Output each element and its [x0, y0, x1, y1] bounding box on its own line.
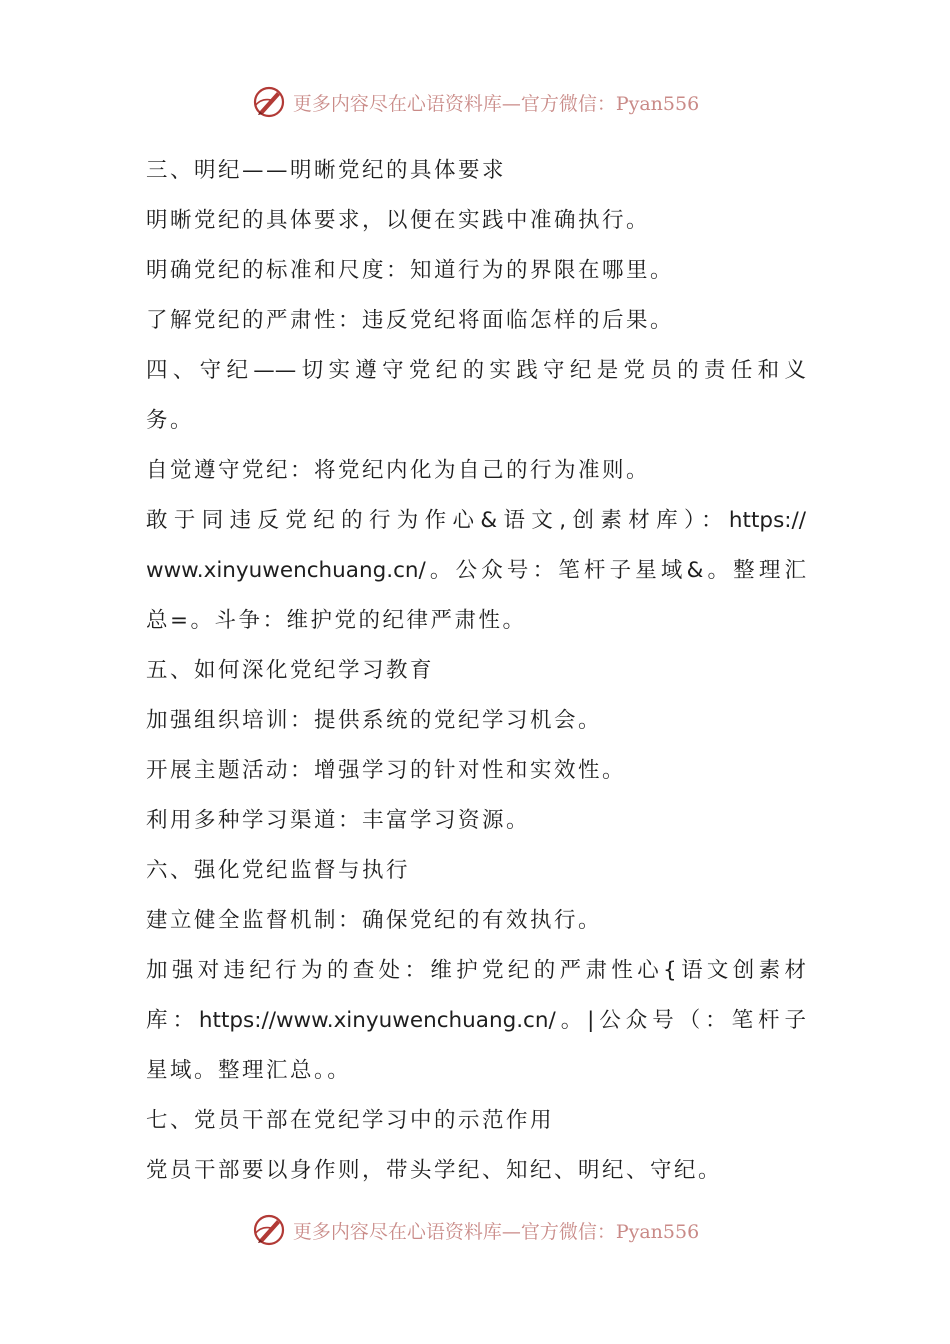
footer-watermark-banner — [0, 1208, 950, 1252]
body-line: 明晰党纪的具体要求，以便在实践中准确执行。 — [146, 208, 651, 233]
body-line: 自觉遵守党纪：将党纪内化为自己的行为准则。 — [146, 458, 651, 483]
pen-in-circle-logo-icon — [251, 1212, 287, 1248]
body-line: 敢于同违反党纪的行为作心&语文,创素材库）：https:// — [146, 508, 806, 533]
section-heading-4: 四、守纪——切实遵守党纪的实践守纪是党员的责任和义 — [146, 358, 806, 383]
header-watermark-banner — [0, 80, 950, 124]
body-line: 开展主题活动：增强学习的针对性和实效性。 — [146, 758, 627, 783]
body-line: 星域。整理汇总。。 — [146, 1058, 352, 1083]
body-line: 建立健全监督机制：确保党纪的有效执行。 — [146, 908, 603, 933]
body-line: 加强对违纪行为的查处：维护党纪的严肃性心{语文创素材 — [146, 958, 806, 983]
body-line: 库：https://www.xinyuwenchuang.cn/。|公众号（：笔杆子 — [146, 1008, 806, 1033]
section-heading-6: 六、强化党纪监督与执行 — [146, 858, 411, 883]
body-line: 党员干部要以身作则，带头学纪、知纪、明纪、守纪。 — [146, 1158, 723, 1183]
pen-in-circle-logo-icon — [251, 84, 287, 120]
body-line: 加强组织培训：提供系统的党纪学习机会。 — [146, 708, 603, 733]
section-heading-3: 三、明纪——明晰党纪的具体要求 — [146, 158, 507, 183]
section-heading-5: 五、如何深化党纪学习教育 — [146, 658, 435, 683]
banner-text: 更多内容尽在心语资料库—官方微信：Pyan556 — [292, 1220, 700, 1243]
body-line: 总=。斗争：维护党的纪律严肃性。 — [146, 608, 527, 633]
body-line: 务。 — [146, 408, 195, 433]
body-line: www.xinyuwenchuang.cn/。公众号：笔杆子星域&。整理汇 — [146, 558, 806, 583]
body-line: 明确党纪的标准和尺度：知道行为的界限在哪里。 — [146, 258, 675, 283]
body-line: 利用多种学习渠道：丰富学习资源。 — [146, 808, 531, 833]
section-heading-7: 七、党员干部在党纪学习中的示范作用 — [146, 1108, 555, 1133]
body-line: 了解党纪的严肃性：违反党纪将面临怎样的后果。 — [146, 308, 675, 333]
banner-text: 更多内容尽在心语资料库—官方微信：Pyan556 — [292, 92, 700, 115]
document-body — [146, 146, 806, 1196]
